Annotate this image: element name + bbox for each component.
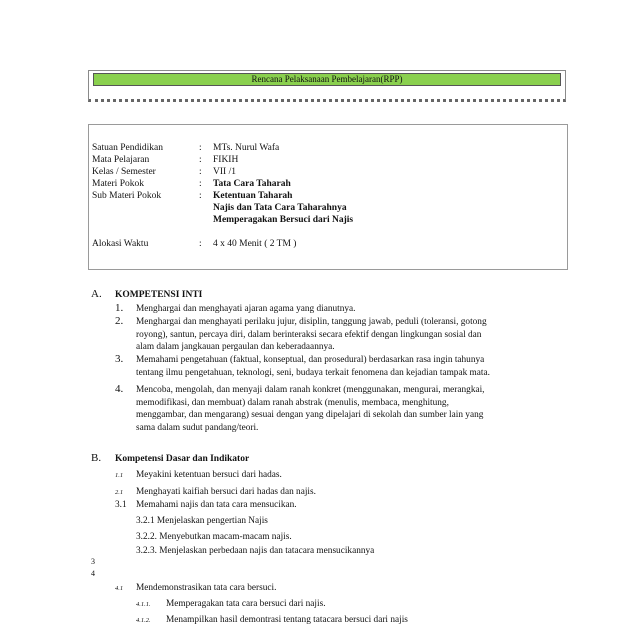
indicator-3-2-3: 3.2.3. Menjelaskan perbedaan najis dan tatacara mensucikannya	[136, 546, 375, 556]
kd-1-text: Meyakini ketentuan bersuci dari hadas.	[136, 470, 282, 480]
kd-2-text: Menghayati kaifiah bersuci dari hadas dan najis.	[136, 487, 316, 497]
ki-4-line: Mencoba, mengolah, dan menyaji dalam ranah konkret (menggunakan, mengurai, merangkai,	[136, 385, 485, 395]
ki-4-line: menggambar, dan mengarang) sesuai dengan yang dipelajari di sekolah dan sumber lain yang	[136, 410, 484, 420]
document-title: Rencana Pelaksanaan Pembelajaran(RPP)	[93, 73, 561, 86]
ki-2-number: 2.	[115, 315, 124, 327]
indicator-4-1-1-text: Memperagakan tata cara bersuci dari najis.	[166, 599, 326, 609]
ki-3-number: 3.	[115, 353, 124, 365]
ki-4-line: sama dalam sudut pandang/teori.	[136, 422, 259, 433]
stray-number: 4	[91, 569, 95, 578]
indicator-3-2-2: 3.2.2. Menyebutkan macam-macam najis.	[136, 532, 292, 542]
value-satuan: MTs. Nurul Wafa	[213, 143, 280, 153]
indicator-4-1-2-number: 4.1.2.	[136, 617, 151, 624]
colon: :	[199, 155, 202, 165]
identity-box	[88, 124, 568, 270]
kd-4-text: Mendemonstrasikan tata cara bersuci.	[136, 583, 277, 593]
ki-1-line: Menghargai dan menghayati ajaran agama yang dianutnya.	[136, 304, 356, 314]
ki-4-number: 4.	[115, 383, 124, 395]
colon: :	[199, 167, 202, 177]
kd-3-number: 3.1	[115, 500, 127, 510]
title-box	[88, 70, 566, 102]
ki-4-text	[136, 384, 580, 434]
ki-3-text	[136, 354, 580, 379]
value-materi: Tata Cara Taharah	[213, 179, 291, 189]
ki-2-text	[136, 316, 580, 354]
ki-3-line: tentang ilmu pengetahuan, teknologi, seni, budaya terkait fenomena dan kejadian tampak mata.	[136, 367, 490, 378]
ki-2-line: royong), santun, percaya diri, dalam berinteraksi secara efektif dengan lingkungan sosial dan	[136, 329, 482, 340]
ki-4-line: memodifikasi, dan membuat) dalam ranah abstrak (menulis, membaca, menghitung,	[136, 397, 449, 408]
section-b-letter: B.	[91, 452, 102, 464]
colon: :	[199, 179, 202, 189]
label-kelas: Kelas / Semester	[92, 167, 156, 177]
kd-4-number: 4.1	[115, 585, 124, 592]
value-kelas: VII /1	[213, 167, 236, 177]
value-submateri-2: Najis dan Tata Cara Taharahnya	[213, 203, 347, 213]
indicator-4-1-2-text: Menampilkan hasil demontrasi tentang tatacara bersuci dari najis	[166, 615, 408, 625]
label-materi: Materi Pokok	[92, 179, 144, 189]
colon: :	[199, 191, 202, 201]
ki-3-line: Memahami pengetahuan (faktual, konseptual, dan prosedural) berdasarkan rasa ingin tahunya	[136, 355, 485, 365]
value-alokasi: 4 x 40 Menit ( 2 TM )	[213, 239, 297, 249]
label-alokasi: Alokasi Waktu	[92, 239, 149, 249]
kd-1-number: 1.1	[115, 472, 124, 479]
value-submateri: Ketentuan Taharah	[213, 191, 293, 201]
section-a-title: KOMPETENSI INTI	[115, 290, 203, 300]
colon: :	[199, 239, 202, 249]
ki-2-line: Menghargai dan menghayati perilaku jujur, disiplin, tanggung jawab, peduli (toleransi, gotong	[136, 317, 487, 327]
value-submateri-3: Memperagakan Bersuci dari Najis	[213, 215, 354, 225]
section-a-letter: A.	[91, 288, 102, 300]
ki-1-text	[136, 303, 580, 316]
ki-1-number: 1.	[115, 302, 124, 314]
stray-number: 3	[91, 557, 95, 566]
label-mapel: Mata Pelajaran	[92, 155, 150, 165]
colon: :	[199, 143, 202, 153]
label-submateri: Sub Materi Pokok	[92, 191, 162, 201]
indicator-3-2-1: 3.2.1 Menjelaskan pengertian Najis	[136, 516, 268, 526]
kd-3-text: Memahami najis dan tata cara mensucikan.	[136, 500, 297, 510]
ki-2-line: alam dalam jangkauan pergaulan dan keberadaannya.	[136, 342, 335, 352]
section-b-title: Kompetensi Dasar dan Indikator	[115, 454, 250, 464]
kd-2-number: 2.1	[115, 489, 124, 496]
label-satuan: Satuan Pendidikan	[92, 143, 163, 153]
indicator-4-1-1-number: 4.1.1.	[136, 601, 151, 608]
value-mapel: FIKIH	[213, 155, 239, 165]
